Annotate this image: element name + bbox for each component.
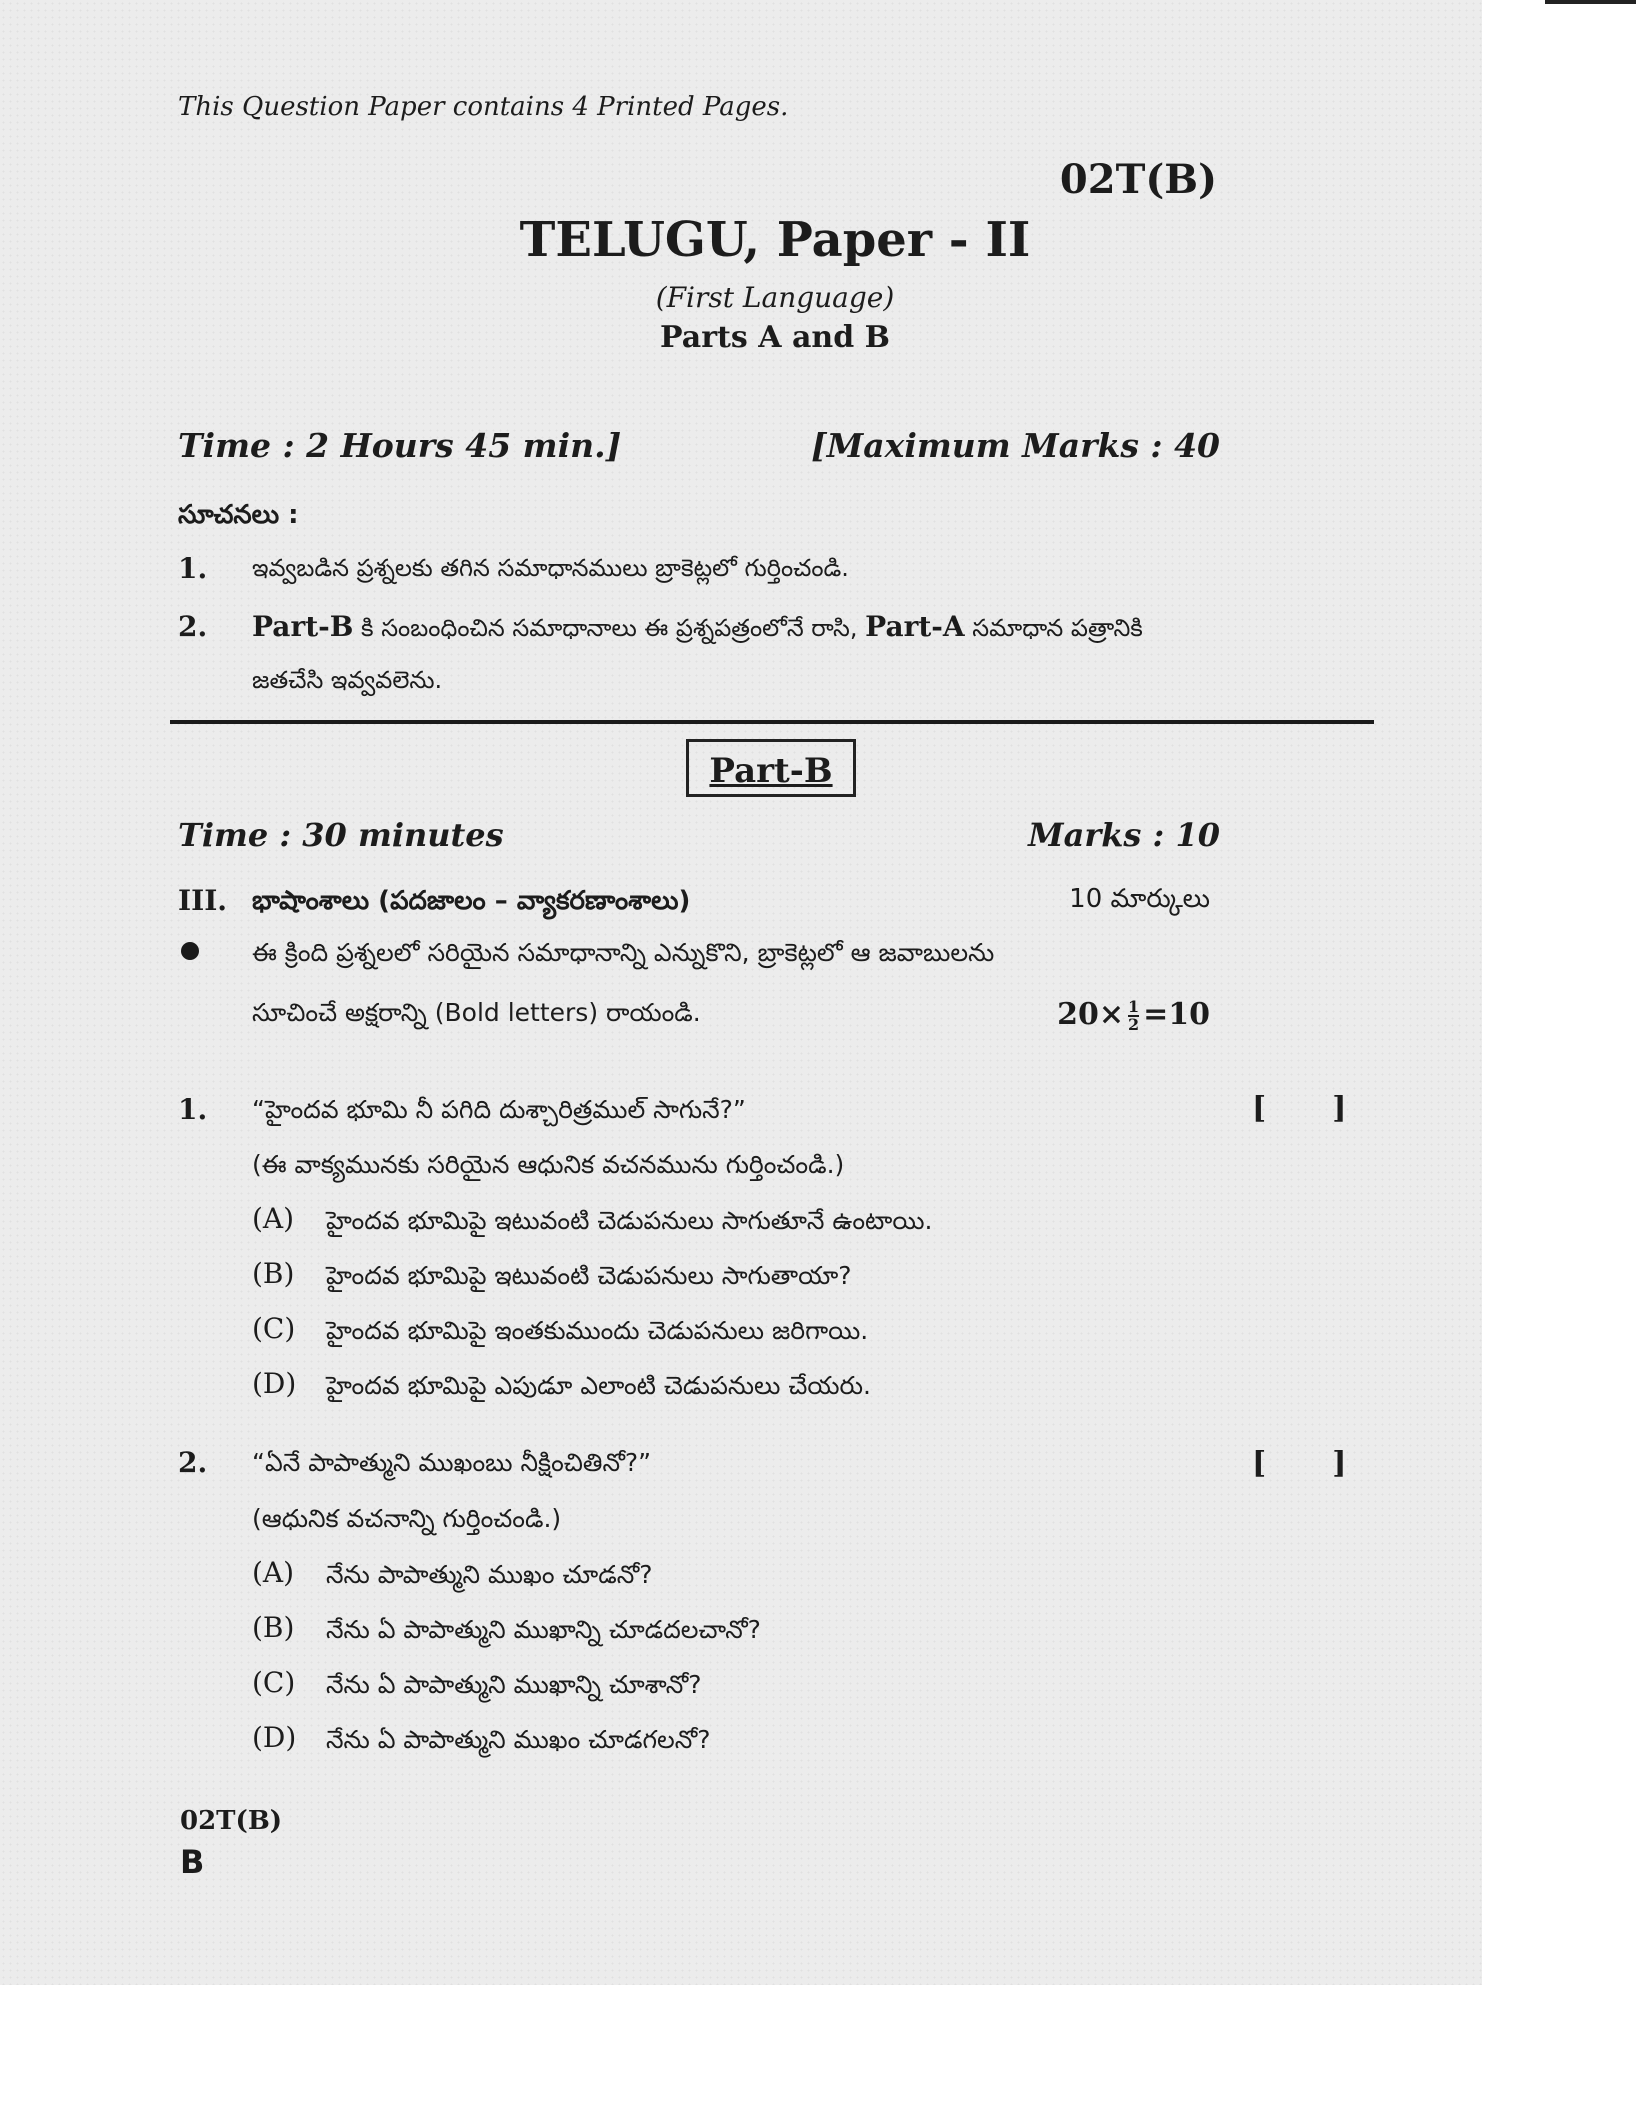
footer-series: B [180,1843,205,1881]
instruction-number: 1. [178,552,208,585]
option-label: (A) [252,1556,295,1589]
paper-parts: Parts A and B [660,320,890,355]
instruction-text: ఇవ్వబడిన ప్రశ్నలకు తగిన సమాధానములు బ్రాకెట్లలో గుర్తించండి. [252,554,849,582]
option-text: నేను ఏ పాపాత్ముని ముఖాన్ని చూశానో? [326,1670,702,1699]
section-instruction: ఈ క్రింది ప్రశ్నలలో సరియైన సమాధానాన్ని ఎన్నుకొని, బ్రాకెట్లలో ఆ జవాబులను [252,938,995,967]
bracket-close: ] [1332,1091,1347,1126]
section-divider [170,720,1374,724]
option-label: (D) [252,1721,297,1754]
option-text: నేను ఏ పాపాత్ముని ముఖం చూడగలనో? [326,1725,711,1754]
question-number: 2. [178,1446,208,1479]
maximum-marks: [Maximum Marks : 40 [811,426,1220,465]
bracket-close: ] [1332,1446,1347,1481]
score-lead: 20× [1057,997,1124,1032]
option-label: (D) [252,1367,297,1400]
total-time: Time : 2 Hours 45 min.] [178,426,622,465]
section-number: III. [178,884,228,917]
option-text: నేను ఏ పాపాత్ముని ముఖాన్ని చూడదలచానో? [326,1615,761,1644]
option-label: (B) [252,1611,295,1644]
section-instruction-continued: సూచించే అక్షరాన్ని (Bold letters) రాయండి. [252,998,701,1027]
option-label: (C) [252,1666,296,1699]
option-label: (B) [252,1257,295,1290]
section-score [1057,997,1210,1033]
instruction-text-a: కి సంబంధించిన సమాధానాలు ఈ ప్రశ్నపత్రంలోనే రాసి, [353,614,866,642]
paper-title: TELUGU, Paper - II [519,212,1031,268]
option-text: నేను పాపాత్ముని ముఖం చూడనో? [326,1560,653,1589]
option-text: హైందవ భూమిపై ఎపుడూ ఎలాంటి చెడుపనులు చేయరు. [326,1371,871,1400]
footer-paper-code: 02T(B) [180,1806,283,1836]
option-text: హైందవ భూమిపై ఇంతకుముందు చెడుపనులు జరిగాయి. [326,1316,869,1345]
section-title: భాషాంశాలు (పదజాలం – వ్యాకరణాంశాలు) [252,886,691,916]
half-fraction [1128,999,1139,1033]
fraction-denominator: 2 [1127,1015,1140,1034]
paper-code: 02T(B) [1059,156,1217,203]
option-label: (C) [252,1312,296,1345]
option-label: (A) [252,1202,295,1235]
part-b-label: Part-B [686,739,856,797]
answer-bracket [1252,1446,1346,1481]
printed-pages-note: This Question Paper contains 4 Printed Pages. [178,92,789,122]
question-text: “ఏనే పాపాత్ముని ముఖంబు నీక్షించితినో?” [252,1448,652,1477]
instruction-number: 2. [178,610,208,643]
option-text: హైందవ భూమిపై ఇటువంటి చెడుపనులు సాగుతాయా? [326,1261,852,1290]
scan-edge-mark [1545,0,1636,4]
bullet-icon [181,942,199,960]
bracket-open: [ [1252,1446,1267,1481]
part-b-ref: Part-B [252,610,354,643]
option-text: హైందవ భూమిపై ఇటువంటి చెడుపనులు సాగుతూనే ఉంటాయి. [326,1206,933,1235]
question-text: “హైందవ భూమి నీ పగిది దుశ్చారిత్రముల్ సాగునే?” [252,1095,746,1124]
section-marks: 10 మార్కులు [1069,884,1210,914]
instruction-text [252,610,1143,648]
instruction-text-b: సమాధాన పత్రానికి [964,614,1143,642]
score-tail: =10 [1143,997,1210,1032]
instructions-heading: సూచనలు : [178,500,299,530]
part-b-marks: Marks : 10 [1028,816,1220,854]
instruction-text-continued: జతచేసి ఇవ్వవలెను. [252,666,443,694]
question-number: 1. [178,1093,208,1126]
part-a-ref: Part-A [865,610,965,643]
bracket-open: [ [1252,1091,1267,1126]
fraction-numerator: 1 [1127,997,1140,1016]
answer-bracket [1252,1091,1346,1126]
question-subtext: (ఆధునిక వచనాన్ని గుర్తించండి.) [252,1504,562,1533]
question-subtext: (ఈ వాక్యమునకు సరియైన ఆధునిక వచనమును గుర్తించండి.) [252,1150,845,1179]
part-b-time: Time : 30 minutes [178,816,504,854]
paper-subtitle: (First Language) [655,281,895,314]
